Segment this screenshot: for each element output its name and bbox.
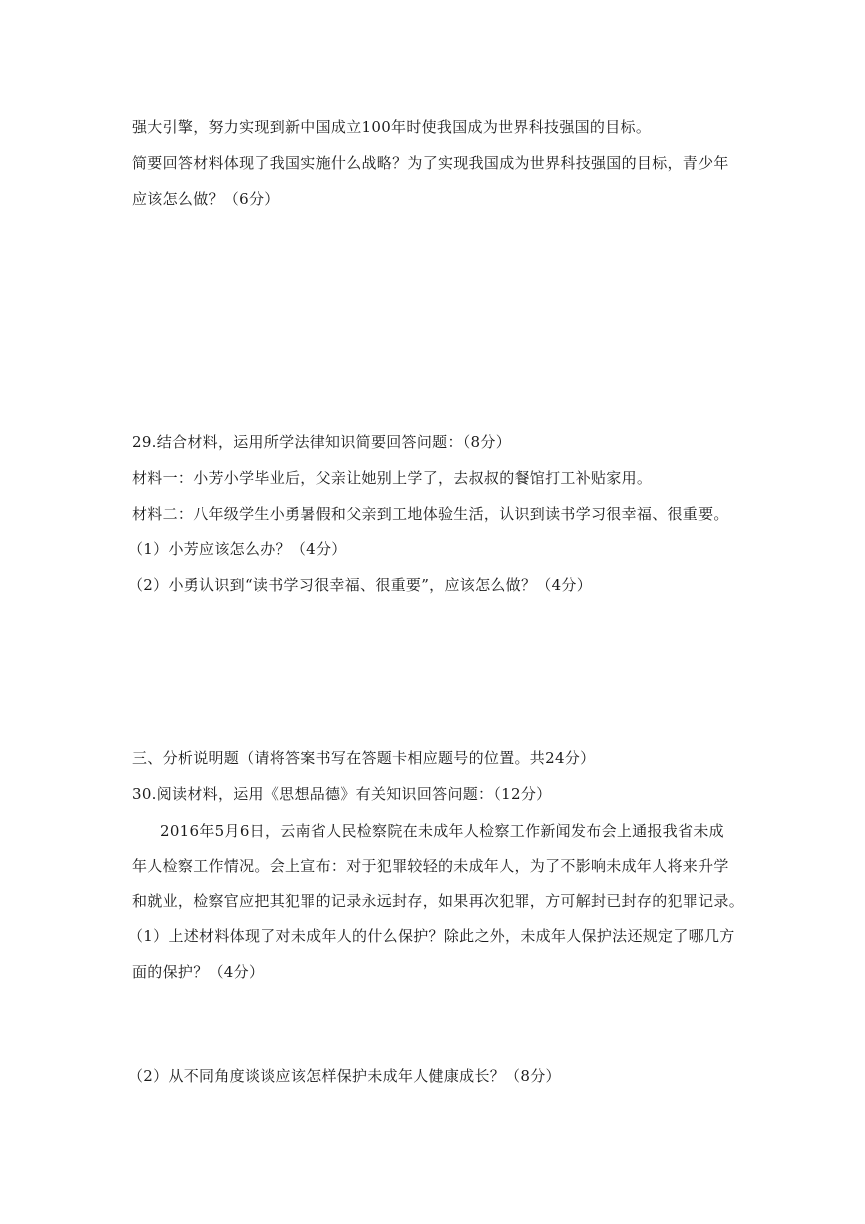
q30-paragraph-line-1: 2016年5月6日，云南省人民检察院在未成年人检察工作新闻发布会上通报我省未成 xyxy=(160,822,724,840)
q30-sub-question-1-line-2: 面的保护？（4分） xyxy=(132,963,265,981)
q30-title: 30.阅读材料，运用《思想品德》有关知识回答问题：（12分） xyxy=(132,785,552,803)
q29-material-2: 材料二：八年级学生小勇暑假和父亲到工地体验生活，认识到读书学习很幸福、很重要。 xyxy=(132,505,729,523)
q28-question-line-2: 应该怎么做？（6分） xyxy=(132,190,280,208)
q29-sub-question-1: （1）小芳应该怎么办？（4分） xyxy=(128,540,347,558)
q30-paragraph-line-2: 年人检察工作情况。会上宣布：对于犯罪较轻的未成年人，为了不影响未成年人将来升学 xyxy=(132,857,729,875)
q30-sub-question-1-line-1: （1）上述材料体现了对未成年人的什么保护？除此之外，未成年人保护法还规定了哪几方 xyxy=(128,927,735,945)
q29-material-1: 材料一：小芳小学毕业后，父亲让她别上学了，去叔叔的餐馆打工补贴家用。 xyxy=(132,469,653,487)
q28-question-line-1: 简要回答材料体现了我国实施什么战略？为了实现我国成为世界科技强国的目标，青少年 xyxy=(132,154,729,172)
q29-title: 29.结合材料，运用所学法律知识简要回答问题：（8分） xyxy=(132,433,512,451)
q30-paragraph-line-3: 和就业，检察官应把其犯罪的记录永远封存，如果再次犯罪，方可解封已封存的犯罪记录。 xyxy=(132,892,745,910)
q30-sub-question-2: （2）从不同角度谈谈应该怎样保护未成年人健康成长？（8分） xyxy=(128,1067,561,1085)
section-3-heading: 三、分析说明题（请将答案书写在答题卡相应题号的位置。共24分） xyxy=(132,749,596,767)
q29-sub-question-2: （2）小勇认识到“读书学习很幸福、很重要”，应该怎么做？（4分） xyxy=(128,576,593,594)
q28-line-1: 强大引擎，努力实现到新中国成立100年时使我国成为世界科技强国的目标。 xyxy=(132,118,652,136)
